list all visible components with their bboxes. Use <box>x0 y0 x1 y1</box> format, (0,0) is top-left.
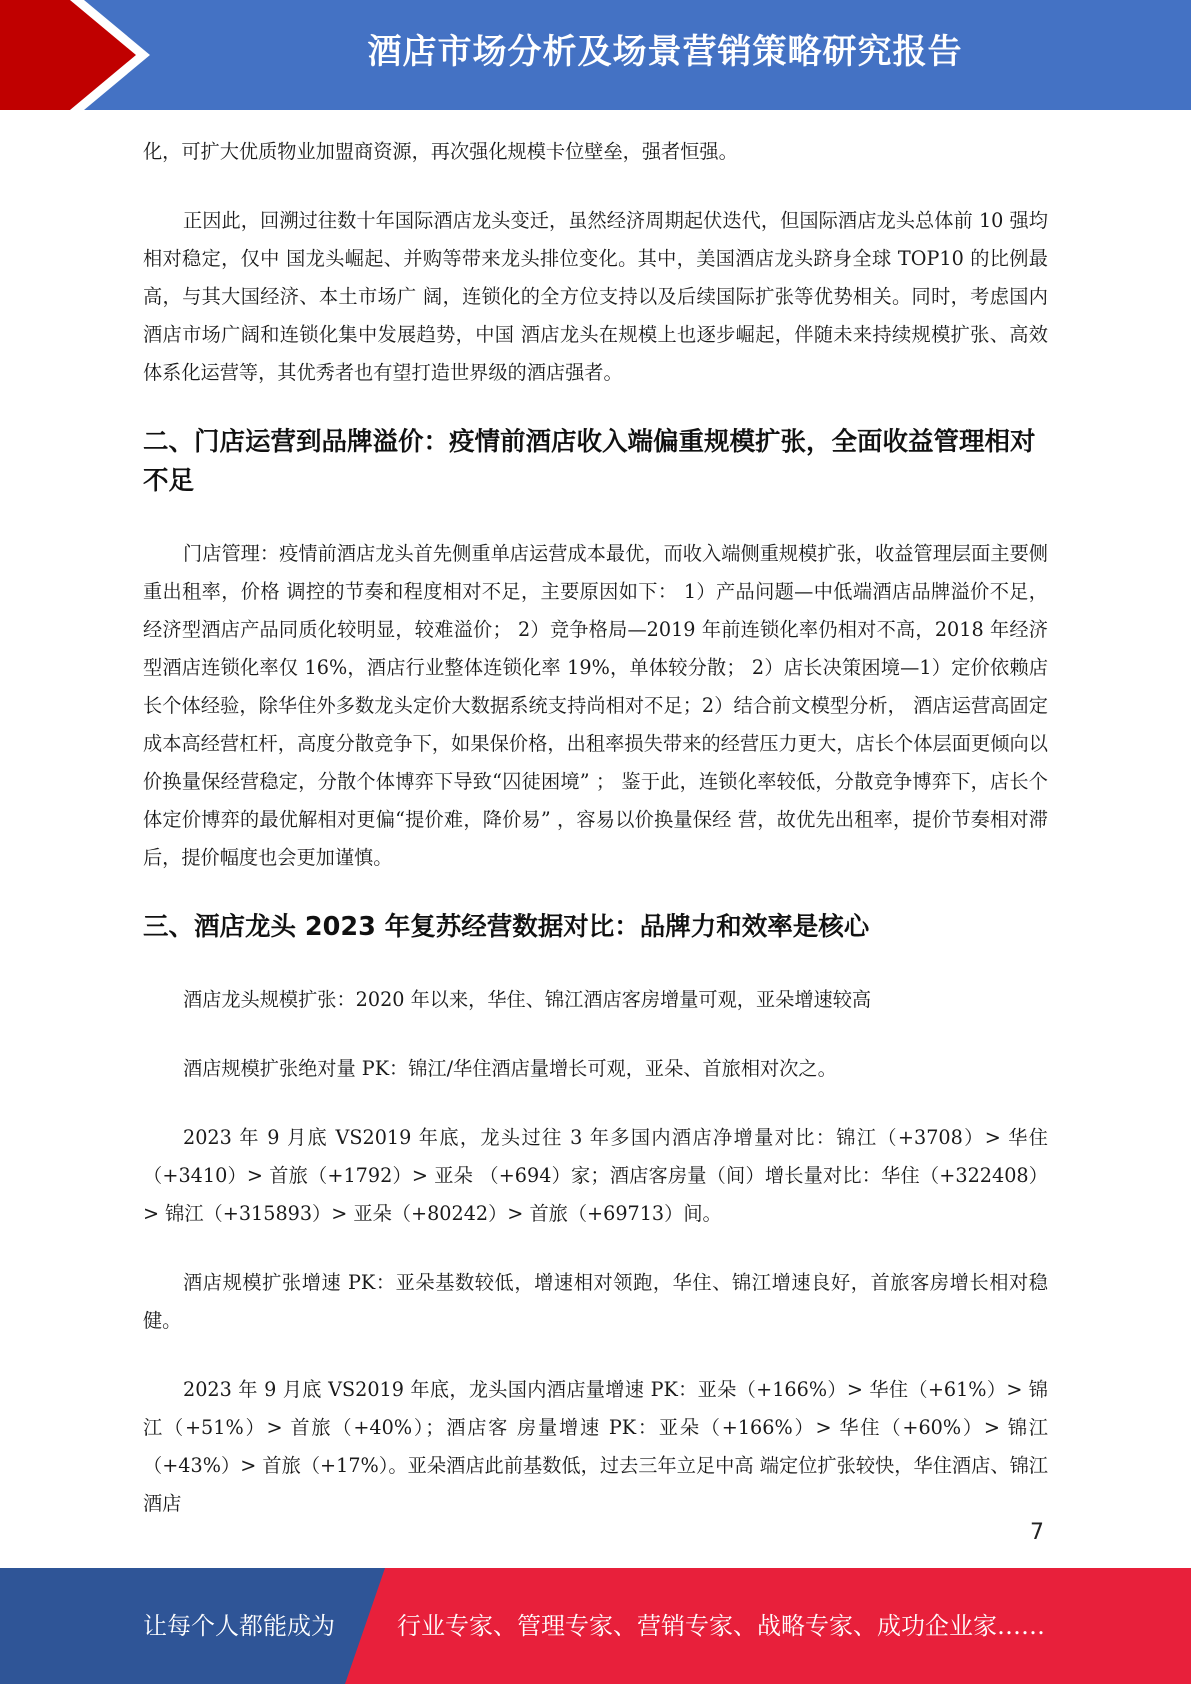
paragraph-absolute-pk: 酒店规模扩张绝对量 PK：锦江/华住酒店量增长可观，亚朵、首旅相对次之。 <box>183 1057 837 1080</box>
document-body <box>143 133 1048 1554</box>
paragraph-growth-rate-pk: 酒店规模扩张增速 PK：亚朵基数较低，增速相对领跑，华住、锦江增速良好，首旅客房增长相对稳健。 <box>143 1271 1048 1332</box>
paragraph-store-management: 门店管理：疫情前酒店龙头首先侧重单店运营成本最优，而收入端侧重规模扩张，收益管理层面主要侧重出租率，价格 调控的节奏和程度相对不足，主要原因如下： 1）产品问题—中低端酒店品牌溢价不足，经济型酒店产品同质化较明显，较难溢价； 2）竞争格局—2019 年前连锁化率仍相对不高，2018 年经济型酒店连锁化率仅 16%，酒店行业整体连锁化率 19%，单体较分散； 2）店长决策困境—1）定价依赖店长个体经验，除华住外多数龙头定价大数据系统支持尚相对不足；2）结合前文模型分析， 酒店运营高固定成本高经营杠杆，高度分散竞争下，如果保价格，出租率损失带来的经营压力更大，店长个体层面更倾向以 价换量保经营稳定，分散个体博弈下导致“囚徒困境” ； 鉴于此，连锁化率较低，分散竞争博弈下，店长个体定价博弈的最优解相对更偏“提价难，降价易” ，容易以价换量保经 营，故优先出租率，提价节奏相对滞后，提价幅度也会更加谨慎。 <box>143 542 1048 869</box>
paragraph-growth-rate-detail: 2023 年 9 月底 VS2019 年底，龙头国内酒店量增速 PK：亚朵（+166%）> 华住（+61%）> 锦江（+51%）> 首旅（+40%）；酒店客 房量增速 PK：亚朵（+166%）> 华住（+60%）> 锦江（+43%）> 首旅（+17%）。亚朵酒店此前基数低，过去三年立足中高 端定位扩张较快，华住酒店、锦江酒店 <box>143 1378 1048 1515</box>
paragraph-international-leaders: 正因此，回溯过往数十年国际酒店龙头变迁，虽然经济周期起伏迭代，但国际酒店龙头总体前 10 强均相对稳定，仅中 国龙头崛起、并购等带来龙头排位变化。其中，美国酒店龙头跻身全球 TOP10 的比例最高，与其大国经济、本土市场广 阔，连锁化的全方位支持以及后续国际扩张等优势相关。同时，考虑国内酒店市场广阔和连锁化集中发展趋势，中国 酒店龙头在规模上也逐步崛起，伴随未来持续规模扩张、高效体系化运营等，其优秀者也有望打造世界级的酒店强者。 <box>143 209 1048 384</box>
page-number: 7 <box>1030 1520 1044 1545</box>
footer-slogan-left: 让每个人都能成为 <box>143 1612 335 1640</box>
paragraph-scale-expansion: 酒店龙头规模扩张：2020 年以来，华住、锦江酒店客房增量可观，亚朵增速较高 <box>183 988 872 1011</box>
page-footer <box>0 1568 1191 1684</box>
footer-slogan-right: 行业专家、管理专家、营销专家、战略专家、成功企业家…… <box>397 1612 1045 1640</box>
page-header <box>0 0 1191 110</box>
section-heading-3: 三、酒店龙头 2023 年复苏经营数据对比：品牌力和效率是核心 <box>143 912 870 942</box>
paragraph-net-increase: 2023 年 9 月底 VS2019 年底，龙头过往 3 年多国内酒店净增量对比：锦江（+3708）> 华住（+3410）> 首旅（+1792）> 亚朵 （+694）家；酒店客房量（间）增长量对比：华住（+322408）> 锦江（+315893）> 亚朵（+80242）> 首旅（+69713）间。 <box>143 1126 1048 1225</box>
paragraph-continuation: 化，可扩大优质物业加盟商资源，再次强化规模卡位壁垒，强者恒强。 <box>143 140 738 163</box>
report-title: 酒店市场分析及场景营销策略研究报告 <box>367 32 963 72</box>
section-heading-2: 二、门店运营到品牌溢价：疫情前酒店收入端偏重规模扩张，全面收益管理相对不足 <box>143 427 1036 496</box>
